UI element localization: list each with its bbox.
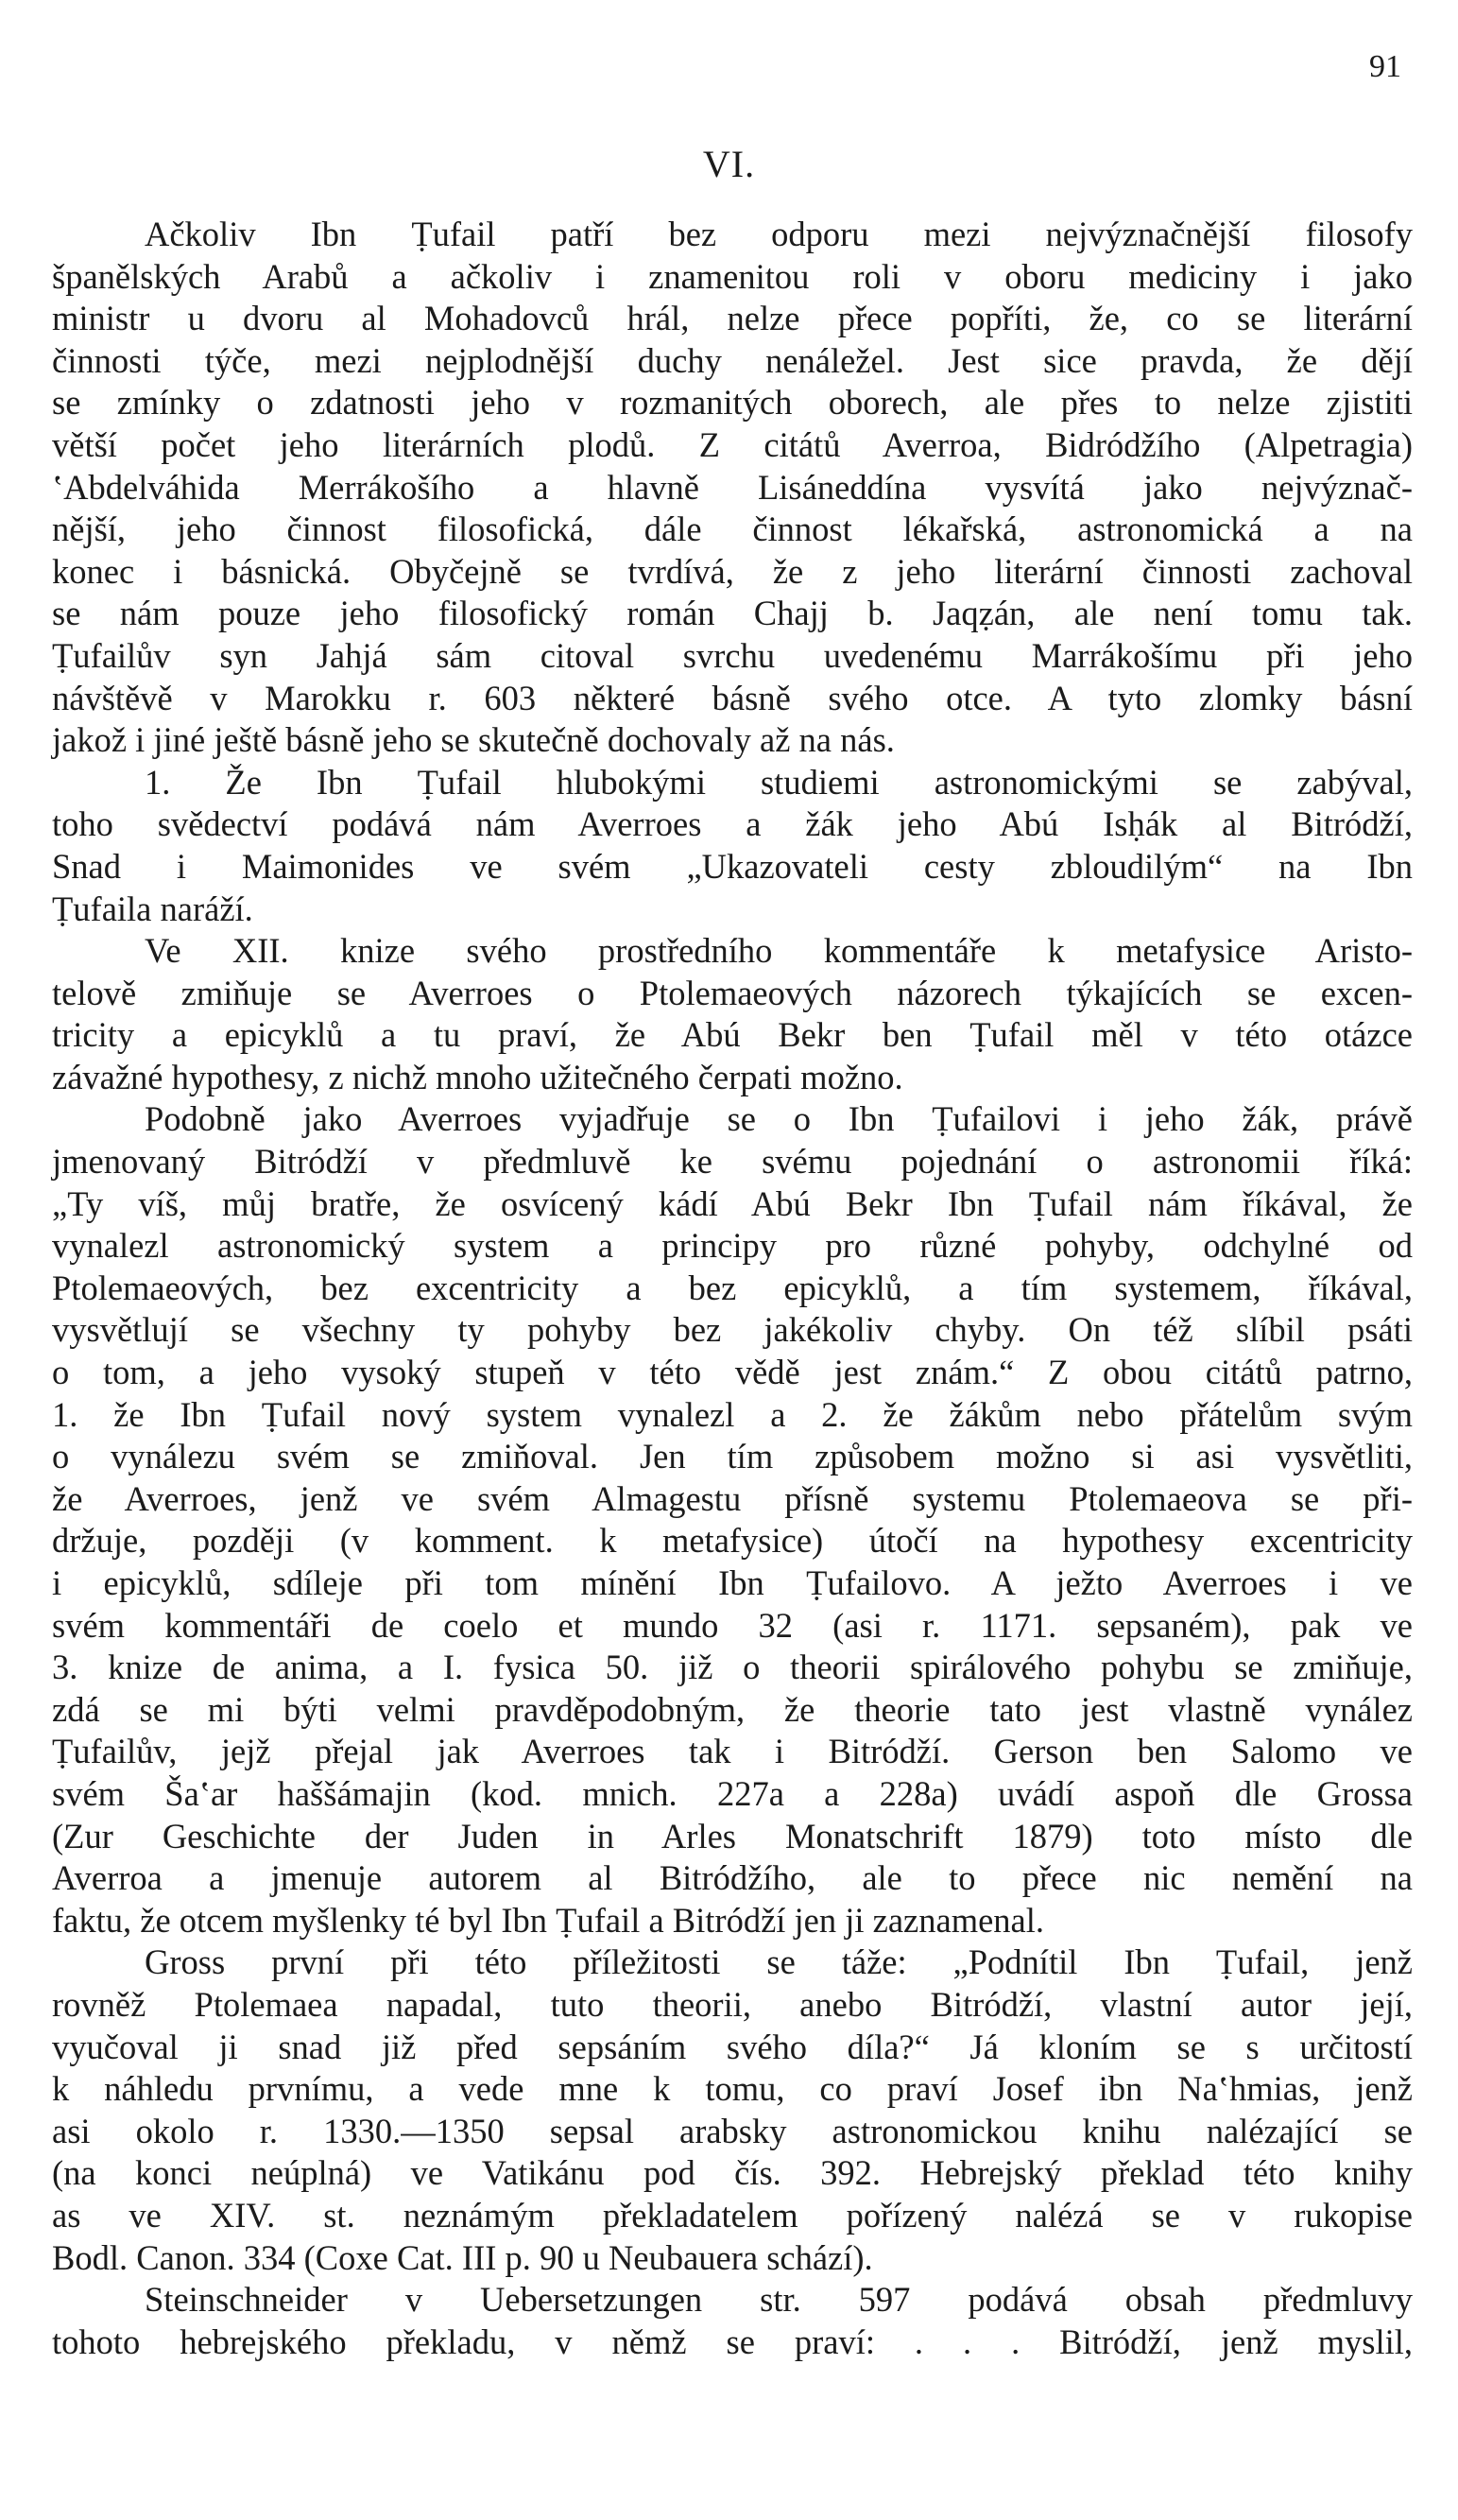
- text-line: Averroa a jmenuje autorem al Bitródžího, ale to přece nic nemění na: [52, 1858, 1413, 1898]
- text-line: ministr u dvoru al Mohadovců hrál, nelze přece popříti, že, co se literární: [52, 299, 1413, 338]
- text-line: Podobně jako Averroes vyjadřuje se o Ibn Ṭufailovi i jeho žák, právě: [145, 1099, 1413, 1139]
- text-line: Ačkoliv Ibn Ṭufail patří bez odporu mezi nejvýznačnější filosofy: [145, 215, 1413, 253]
- text-line: 1. Že Ibn Ṭufail hlubokými studiemi astronomickými se zabýval,: [145, 762, 1413, 802]
- text-line: (na konci neúplná) ve Vatikánu pod čís. 392. Hebrejský překlad této knihy: [52, 2153, 1413, 2193]
- text-line: se nám pouze jeho filosofický román Chajj b. Jaqẓán, ale není tomu tak.: [52, 594, 1413, 633]
- text-line: tohoto hebrejského překladu, v němž se praví: . . . Bitródží, jenž myslil,: [52, 2322, 1413, 2361]
- section-heading: VI.: [702, 143, 756, 185]
- text-line: větší počet jeho literárních plodů. Z citátů Averroa, Bidródžího (Alpetragia): [52, 424, 1413, 464]
- text-line: ʽAbdelváhida Merrákošího a hlavně Lisáneddína vysvítá jako nejvýznač-: [52, 467, 1413, 507]
- text-line: Ṭufailův syn Jahjá sám citoval svrchu uvedenému Marrákošímu při jeho: [52, 635, 1413, 675]
- text-line: Steinschneider v Uebersetzungen str. 597 podává obsah předmluvy: [145, 2280, 1413, 2320]
- paragraph-5: [52, 1942, 1413, 2279]
- text-line: vyučoval ji snad již před sepsáním svého díla?“ Já kloním se s určitostí: [52, 2027, 1413, 2066]
- text-line: jmenovaný Bitródží v předmluvě ke svému pojednání o astronomii říká:: [52, 1142, 1413, 1182]
- text-line: se zmínky o zdatnosti jeho v rozmanitých oborech, ale přes to nelze zjistiti: [52, 383, 1413, 423]
- paragraph-3: [52, 930, 1413, 1098]
- text-line: svém kommentáři de coelo et mundo 32 (asi r. 1171. sepsaném), pak ve: [52, 1605, 1413, 1645]
- text-line: jakož i jiné ještě básně jeho se skutečně dochovaly až na nás.: [52, 720, 895, 760]
- text-line: Snad i Maimonides ve svém „Ukazovateli cesty zbloudilým“ na Ibn: [52, 846, 1413, 886]
- text-line: činnosti týče, mezi nejplodnější duchy nenáležel. Jest sice pravda, že dějí: [52, 340, 1413, 380]
- text-line: faktu, že otcem myšlenky té byl Ibn Ṭufail a Bitródží jen ji zaznamenal.: [52, 1900, 1045, 1940]
- text-line: o vynálezu svém se zmiňoval. Jen tím způsobem možno si asi vysvětliti,: [52, 1437, 1413, 1476]
- text-line: i epicyklů, sdíleje při tom mínění Ibn Ṭufailovo. A ježto Averroes i ve: [52, 1563, 1413, 1602]
- text-line: toho svědectví podává nám Averroes a žák jeho Abú Isḥák al Bitródží,: [52, 804, 1413, 844]
- body-text: [52, 214, 1413, 2363]
- text-line: tricity a epicyklů a tu praví, že Abú Bekr ben Ṭufail měl v této otázce: [52, 1015, 1413, 1055]
- text-line: telově zmiňuje se Averroes o Ptolemaeových názorech týkajících se excen-: [52, 973, 1413, 1012]
- text-line: vysvětlují se všechny ty pohyby bez jakékoliv chyby. On též slíbil psáti: [52, 1310, 1413, 1350]
- text-line: že Averroes, jenž ve svém Almagestu přísně systemu Ptolemaeova se při-: [52, 1478, 1413, 1518]
- text-line: návštěvě v Marokku r. 603 některé básně svého otce. A tyto zlomky básní: [52, 678, 1413, 717]
- paragraph-1: [52, 214, 1413, 762]
- paragraph-2: [52, 762, 1413, 930]
- text-line: 1. že Ibn Ṭufail nový system vynalezl a 2. že žákům nebo přátelům svým: [52, 1394, 1413, 1434]
- text-line: španělských Arabů a ačkoliv i znamenitou roli v oboru mediciny i jako: [52, 256, 1413, 296]
- text-line: Bodl. Canon. 334 (Coxe Cat. III p. 90 u Neubauera schází).: [52, 2237, 873, 2277]
- text-line: Gross první při této příležitosti se táže: „Podnítil Ibn Ṭufail, jenž: [145, 1942, 1413, 1982]
- text-line: Ṭufailův, jejž přejal jak Averroes tak i Bitródží. Gerson ben Salomo ve: [52, 1732, 1413, 1771]
- text-line: závažné hypothesy, z nichž mnoho užitečného čerpati možno.: [52, 1057, 903, 1096]
- text-line: (Zur Geschichte der Juden in Arles Monatschrift 1879) toto místo dle: [52, 1816, 1413, 1855]
- text-line: zdá se mi býti velmi pravděpodobným, že theorie tato jest vlastně vynález: [52, 1689, 1413, 1729]
- text-line: asi okolo r. 1330.—1350 sepsal arabsky astronomickou knihu nalézající se: [52, 2111, 1413, 2150]
- text-line: Ve XII. knize svého prostředního kommentáře k metafysice Aristo-: [145, 931, 1413, 971]
- text-line: konec i básnická. Obyčejně se tvrdívá, že z jeho literární činnosti zachoval: [52, 551, 1413, 591]
- paragraph-6: [52, 2279, 1413, 2363]
- text-line: o tom, a jeho vysoký stupeň v této vědě jest znám.“ Z obou citátů patrno,: [52, 1353, 1413, 1392]
- text-line: svém Šaʽar haššámajin (kod. mnich. 227a a 228a) uvádí aspoň dle Grossa: [52, 1773, 1413, 1813]
- page-number: 91: [1369, 49, 1401, 84]
- paragraph-4: [52, 1098, 1413, 1942]
- text-line: k náhledu prvnímu, a vede mne k tomu, co praví Josef ibn Naʽhmias, jenž: [52, 2069, 1413, 2109]
- text-line: rovněž Ptolemaea napadal, tuto theorii, anebo Bitródží, vlastní autor její,: [52, 1984, 1413, 2024]
- text-line: 3. knize de anima, a I. fysica 50. již o theorii spirálového pohybu se zmiňuje,: [52, 1648, 1413, 1687]
- text-line: držuje, později (v komment. k metafysice) útočí na hypothesy excentricity: [52, 1521, 1413, 1561]
- text-line: as ve XIV. st. neznámým překladatelem pořízený nalézá se v rukopise: [52, 2195, 1413, 2235]
- text-line: Ṭufaila naráží.: [52, 889, 253, 928]
- text-line: nější, jeho činnost filosofická, dále činnost lékařská, astronomická a na: [52, 509, 1413, 549]
- text-line: Ptolemaeových, bez excentricity a bez epicyklů, a tím systemem, říkával,: [52, 1268, 1413, 1307]
- text-line: vynalezl astronomický system a principy pro různé pohyby, odchylné od: [52, 1226, 1413, 1266]
- text-line: „Ty víš, můj bratře, že osvícený kádí Abú Bekr Ibn Ṭufail nám říkával, že: [52, 1183, 1413, 1223]
